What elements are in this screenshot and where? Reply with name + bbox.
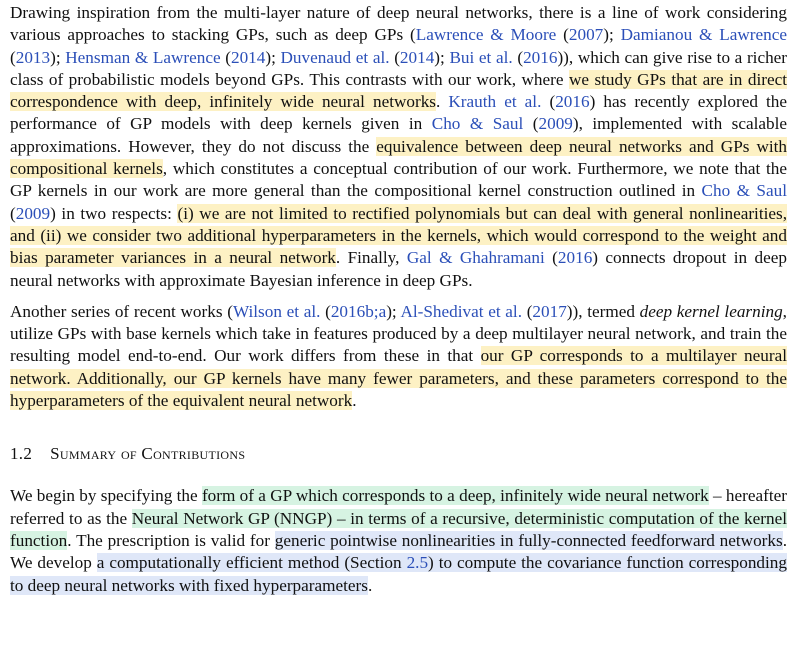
text: ( — [523, 114, 539, 134]
text: ); — [265, 47, 281, 67]
highlight-blue — [10, 553, 787, 594]
citation-year-link[interactable]: 2016b;a — [330, 301, 387, 321]
related-work-paragraph-1 — [10, 2, 787, 292]
text: ) in two respects: — [50, 203, 178, 223]
citation-year-link[interactable]: 2017 — [532, 301, 567, 321]
citation-year-link[interactable]: 2014 — [399, 47, 435, 67]
text: ( — [320, 301, 331, 321]
section-title: Summary of Contributions — [50, 444, 246, 464]
paper-page — [10, 0, 787, 597]
text: ); — [603, 25, 621, 45]
citation-year-link[interactable]: 2016 — [523, 47, 558, 67]
text: ( — [544, 248, 558, 268]
highlight-green: form of a GP which corresponds to a deep, infinitely wide neural network — [201, 486, 709, 506]
highlight-green: Neural Network GP (NNGP) – in terms of a recursive, deterministic computation of the kernel function — [10, 508, 787, 550]
text: ); — [434, 47, 450, 67]
citation-link[interactable]: Lawrence & Moore — [415, 25, 557, 45]
text: . We develop — [10, 530, 787, 573]
citation-year-link[interactable]: 2007 — [568, 25, 604, 45]
citation-year-link[interactable]: 2013 — [15, 47, 51, 67]
text: ) has recently explored the performance of GP models with deep kernels given in — [10, 92, 788, 134]
emphasis-term: deep kernel learning — [639, 301, 783, 321]
text: . Finally, — [335, 248, 407, 268]
text: . — [436, 92, 449, 112]
text: ); — [386, 301, 401, 321]
citation-link[interactable]: Krauth et al. — [448, 92, 542, 112]
text: , which constitutes a conceptual contribution of our work. Furthermore, we note that the GP kernels in our work are more general than the compositional kernel construction outlined in — [10, 159, 787, 201]
text: – hereafter referred to as the — [10, 486, 787, 528]
text: We begin by specifying the — [10, 486, 202, 506]
highlight-blue: generic pointwise nonlinearities in fully-connected feedforward networks — [274, 530, 783, 550]
text: . — [352, 391, 357, 411]
highlight-yellow: (i) we are not limited to rectified polynomials but can deal with general nonlinearities, and (ii) we consider two additional hyperparameters in the kernels, which would correspond to the weight and bias parameter variances in a neural network — [10, 203, 787, 268]
text: ) connects dropout in deep neural networks with approximate Bayesian inference in deep GPs. — [10, 248, 787, 290]
citation-link[interactable]: Duvenaud et al. — [280, 47, 390, 67]
text: Another series of recent works ( — [10, 301, 233, 321]
citation-link[interactable]: Gal & Ghahramani — [406, 248, 545, 268]
text: a computationally efficient method (Section — [96, 553, 407, 573]
highlight-yellow: equivalence between deep neural networks and GPs with compositional kernels — [10, 136, 787, 179]
highlight-yellow: we study GPs that are in direct correspondence with deep, infinitely wide neural networks — [10, 69, 787, 112]
text: ); — [50, 47, 66, 67]
text: . — [367, 575, 373, 595]
highlight-yellow: our GP corresponds to a multilayer neural network. Additionally, our GP kernels have many fewer parameters, and these parameters correspond to the hyperparameters of the equivalent neural network — [10, 346, 788, 411]
text: )), termed — [566, 301, 640, 321]
citation-year-link[interactable]: 2014 — [230, 47, 266, 67]
section-heading — [10, 443, 787, 465]
related-work-paragraph-2 — [10, 301, 787, 412]
citation-year-link[interactable]: 2016 — [557, 248, 593, 268]
text: ) to compute the covariance function corresponding to deep neural networks with fixed hyperparameters — [10, 553, 787, 595]
citation-year-link[interactable]: 2009 — [15, 203, 51, 223]
section-reference-link[interactable]: 2.5 — [406, 553, 429, 573]
text: ( — [512, 47, 524, 67]
text: . The prescription is valid for — [67, 530, 275, 550]
text: ( — [541, 92, 556, 112]
text: ( — [10, 47, 16, 67]
text: ( — [220, 47, 231, 67]
contributions-paragraph — [10, 485, 787, 596]
text: , utilize GPs with base kernels which take in features produced by a deep multilayer neural network, and train the resulting model end-to-end. Our work differs from these in that — [10, 301, 787, 366]
citation-year-link[interactable]: 2016 — [555, 92, 590, 112]
text: ( — [556, 25, 569, 45]
text: ), implemented with scalable approximations. However, they do not discuss the — [10, 114, 788, 156]
citation-link[interactable]: Al-Shedivat et al. — [400, 301, 522, 321]
citation-year-link[interactable]: 2009 — [538, 114, 573, 134]
text: ( — [389, 47, 400, 67]
section-number: 1.2 — [10, 444, 33, 464]
text: ( — [522, 301, 533, 321]
text: )), which can give rise to a richer class of probabilistic models beyond GPs. This contrasts with our work, where — [10, 47, 788, 89]
text: ( — [10, 203, 16, 223]
text: Drawing inspiration from the multi-layer nature of deep neural networks, there is a line of work considering various approaches to stacking GPs, such as deep GPs ( — [10, 3, 787, 45]
citation-link[interactable]: Bui et al. — [449, 47, 513, 67]
citation-link[interactable]: Cho & Saul — [431, 114, 524, 134]
citation-link[interactable]: Hensman & Lawrence — [65, 47, 221, 67]
citation-link[interactable]: Damianou & Lawrence — [620, 25, 787, 45]
citation-link[interactable]: Cho & Saul — [701, 181, 787, 201]
citation-link[interactable]: Wilson et al. — [232, 301, 321, 321]
